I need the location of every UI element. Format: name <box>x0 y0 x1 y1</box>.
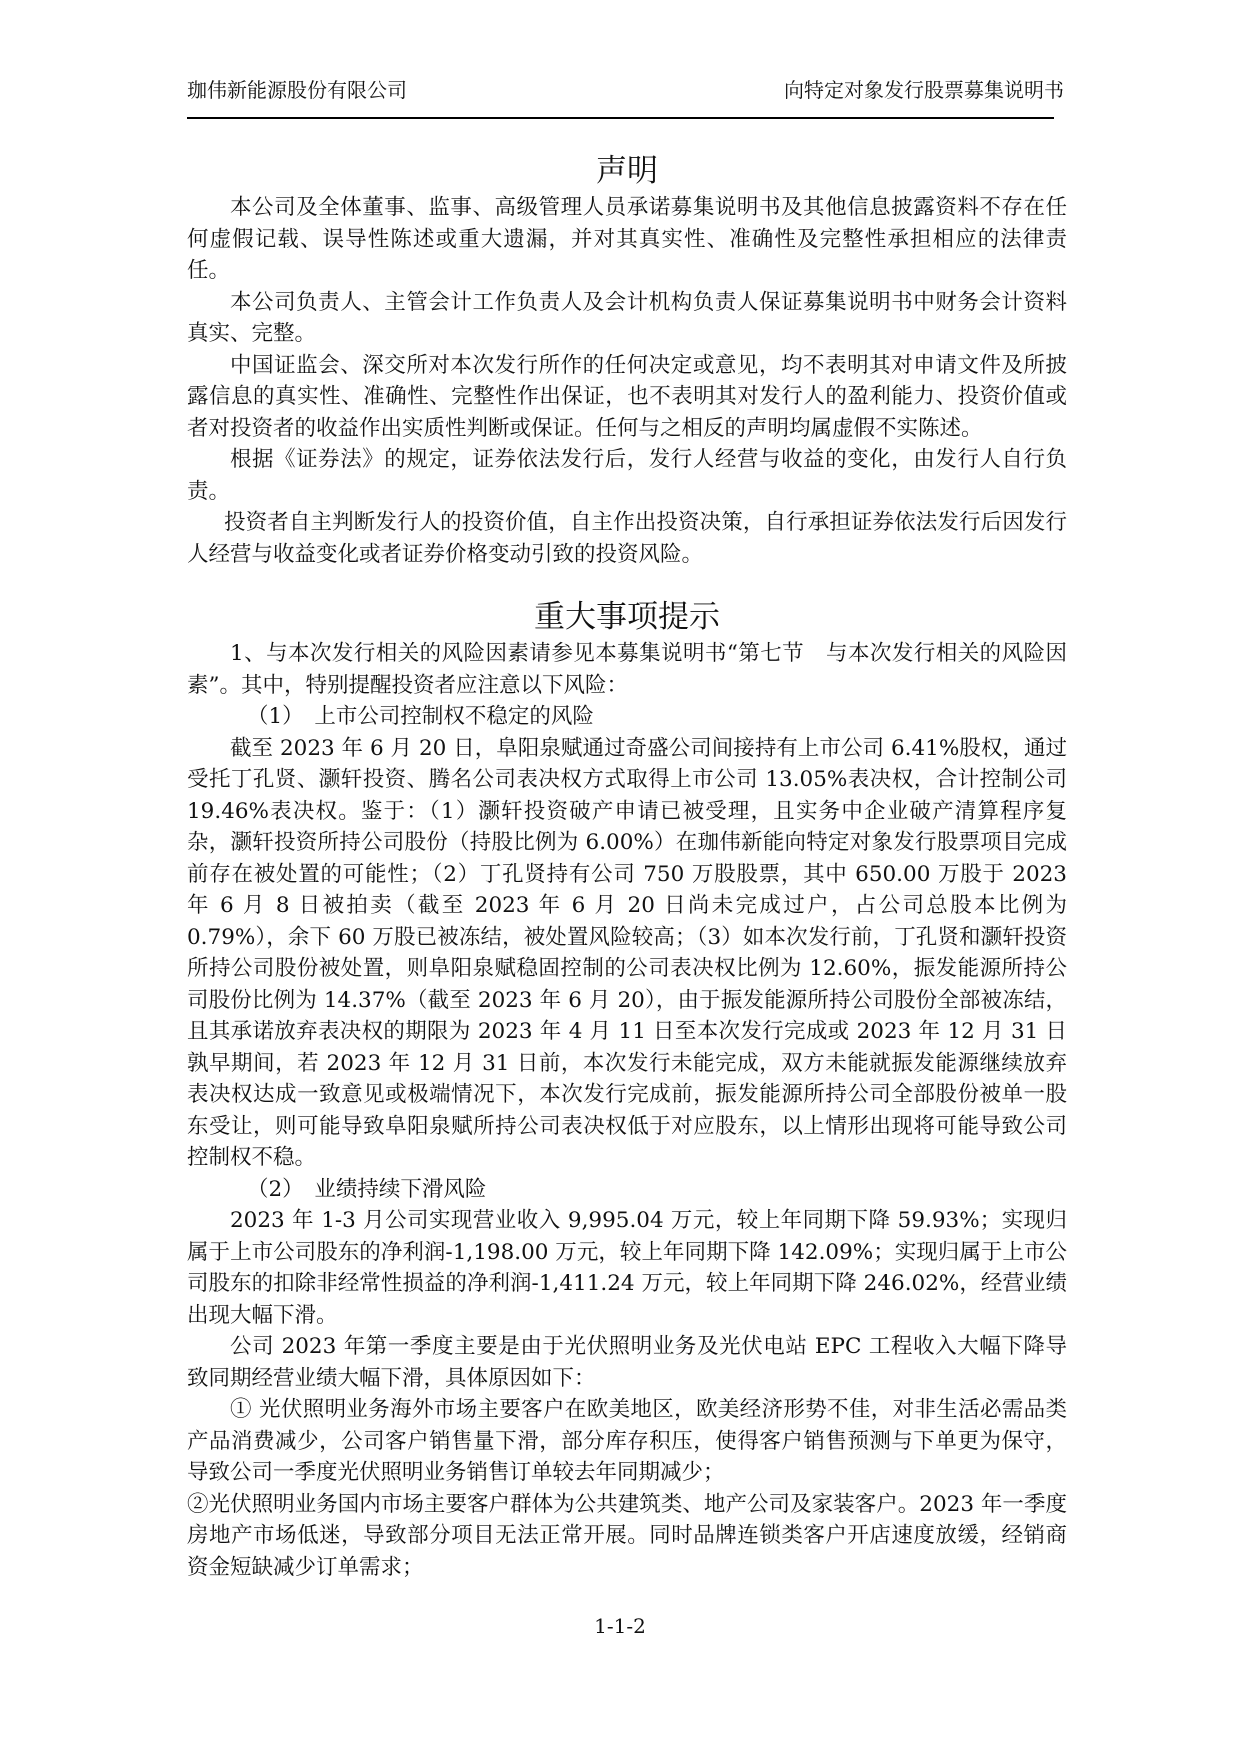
statement-paragraph: 本公司负责人、主管会计工作负责人及会计机构负责人保证募集说明书中财务会计资料真实、完整。 <box>187 289 1067 346</box>
risk2-heading: （2） 业绩持续下滑风险 <box>247 1176 487 1202</box>
statement-paragraph: 根据《证券法》的规定，证券依法发行后，发行人经营与收益的变化，由发行人自行负责。 <box>187 447 1067 504</box>
statement-paragraph: 本公司及全体董事、监事、高级管理人员承诺募集说明书及其他信息披露资料不存在任何虚假记载、误导性陈述或重大遗漏，并对其真实性、准确性及完整性承担相应的法律责任。 <box>187 195 1067 283</box>
statement-title: 声明 <box>596 153 658 189</box>
statement-paragraph: 投资者自主判断发行人的投资价值，自主作出投资决策，自行承担证券依法发行后因发行人经营与收益变化或者证券价格变动引致的投资风险。 <box>187 510 1067 567</box>
header-doc-title: 向特定对象发行股票募集说明书 <box>784 78 1064 102</box>
page-content <box>187 150 1067 1583</box>
risk2-reason: 公司 2023 年第一季度主要是由于光伏照明业务及光伏电站 EPC 工程收入大幅下降导致同期经营业绩大幅下滑，具体原因如下： <box>187 1334 1067 1391</box>
risk1-heading: （1） 上市公司控制权不稳定的风险 <box>247 704 594 729</box>
major-matters-title: 重大事项提示 <box>534 599 720 635</box>
page-number: 1-1-2 <box>594 1614 646 1638</box>
statement-paragraph: 中国证监会、深交所对本次发行所作的任何决定或意见，均不表明其对申请文件及所披露信息的真实性、准确性、完整性作出保证，也不表明其对发行人的盈利能力、投资价值或者对投资者的收益作出实质性判断或保证。任何与之相反的声明均属虚假不实陈述。 <box>187 352 1067 441</box>
reason-item-2: ②光伏照明业务国内市场主要客户群体为公共建筑类、地产公司及家装客户。2023 年一季度房地产市场低迷，导致部分项目无法正常开展。同时品牌连锁类客户开店速度放缓，经销商资金短缺减少订单需求； <box>187 1491 1067 1580</box>
risk1-body: 截至 2023 年 6 月 20 日，阜阳泉赋通过奇盛公司间接持有上市公司 6.41%股权，通过受托丁孔贤、灏轩投资、腾名公司表决权方式取得上市公司 13.05%表决权，合计控制公司 19.46%表决权。鉴于：（1）灏轩投资破产申请已被受理，且实务中企业破产清算程序复杂，灏轩投资所持公司股份（持股比例为 6.00%）在珈伟新能向特定对象发行股票项目完成前存在被处置的可能性；（2）丁孔贤持有公司 750 万股股票，其中 650.00 万股于 2023 年 6 月 8 日被拍卖（截至 2023 年 6 月 20 日尚未完成过户，占公司总股本比例为 0.79%），余下 60 万股已被冻结，被处置风险较高；（3）如本次发行前，丁孔贤和灏轩投资所持公司股份被处置，则阜阳泉赋稳固控制的公司表决权比例为 12.60%，振发能源所持公司股份比例为 14.37%（截至 2023 年 6 月 20），由于振发能源所持公司股份全部被冻结，且其承诺放弃表决权的期限为 2023 年 4 月 11 日至本次发行完成或 2023 年 12 月 31 日孰早期间，若 2023 年 12 月 31 日前，本次发行未能完成，双方未能就振发能源继续放弃表决权达成一致意见或极端情况下，本次发行完成前，振发能源所持公司全部股份被单一股东受让，则可能导致阜阳泉赋所持公司表决权低于对应股东，以上情形出现将可能导致公司控制权不稳。 <box>187 735 1067 1170</box>
header-company: 珈伟新能源股份有限公司 <box>187 78 407 102</box>
risk2-body: 2023 年 1-3 月公司实现营业收入 9,995.04 万元，较上年同期下降 59.93%；实现归属于上市公司股东的净利润-1,198.00 万元，较上年同期下降 142.09%；实现归属于上市公司股东的扣除非经常性损益的净利润-1,411.24 万元，较上年同期下降 246.02%，经营业绩出现大幅下滑。 <box>187 1208 1067 1328</box>
major-intro: 1、与本次发行相关的风险因素请参见本募集说明书“第七节 与本次发行相关的风险因素”。其中，特别提醒投资者应注意以下风险： <box>187 641 1067 698</box>
reason-item-1: ① 光伏照明业务海外市场主要客户在欧美地区，欧美经济形势不佳，对非生活必需品类产品消费减少，公司客户销售量下滑，部分库存积压，使得客户销售预测与下单更为保守，导致公司一季度光伏照明业务销售订单较去年同期减少； <box>187 1397 1067 1485</box>
header-rule <box>187 117 1054 119</box>
